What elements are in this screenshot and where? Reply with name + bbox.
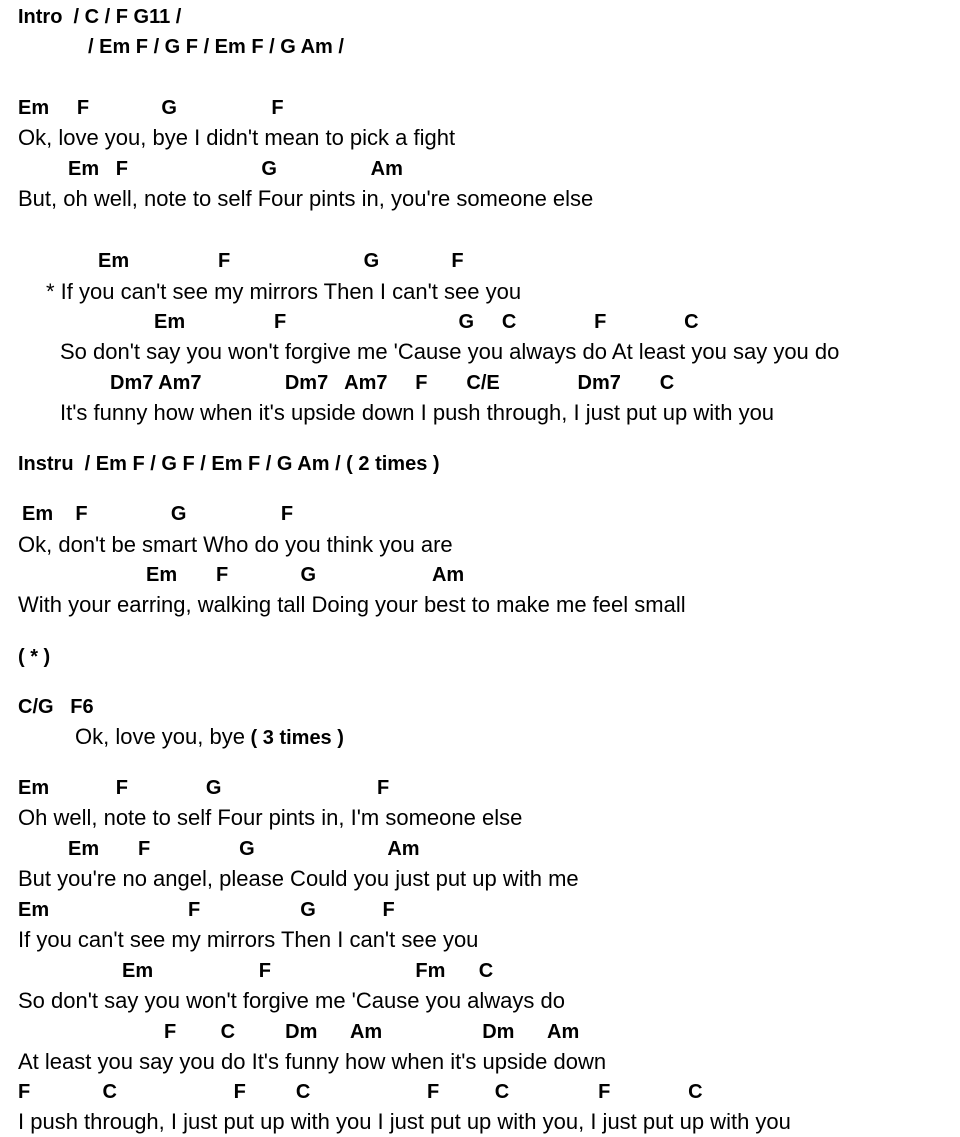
lyric-line: Ok, don't be smart Who do you think you are [18, 532, 453, 557]
chord-line: Em F Fm C [122, 960, 494, 982]
chord-line: Em F G F [18, 899, 395, 921]
chord-line: Em F G F [18, 97, 284, 119]
lyric-line: With your earring, walking tall Doing your best to make me feel small [18, 592, 686, 617]
chord-line: F C Dm Am Dm Am [164, 1021, 580, 1043]
lyric-line: I push through, I just put up with you I just put up with you, I just put up with you [18, 1109, 791, 1134]
chord-line: Em F G C F C [154, 311, 699, 333]
lyric-line [75, 724, 344, 751]
lyric-text: Ok, love you, bye [75, 724, 245, 749]
chord-line: Em F G F [18, 777, 390, 799]
chord-line: Em F G Am [68, 158, 403, 180]
chord-line: Em F G F [22, 503, 294, 525]
chord-line: Em F G F [98, 250, 464, 272]
lyric-line: Ok, love you, bye I didn't mean to pick a fight [18, 125, 456, 150]
chord-line: Dm7 Am7 Dm7 Am7 F C/E Dm7 C [110, 372, 675, 394]
lyric-line: At least you say you do It's funny how when it's upside down [18, 1049, 607, 1074]
chord-line: Em F G Am [146, 564, 465, 586]
lyric-line: But you're no angel, please Could you just put up with me [18, 866, 579, 891]
lyric-line: But, oh well, note to self Four pints in, you're someone else [18, 186, 594, 211]
intro-line: Intro / C / F G11 / [18, 6, 182, 28]
instru-line: Instru / Em F / G F / Em F / G Am / ( 2 times ) [18, 453, 440, 475]
lyric-line: It's funny how when it's upside down I push through, I just put up with you [60, 400, 775, 425]
repeat-chorus-marker: ( * ) [18, 646, 51, 668]
lyric-line: So don't say you won't forgive me 'Cause you always do At least you say you do [60, 339, 840, 364]
repeat-count: ( 3 times ) [244, 727, 344, 749]
chord-line: Em F G Am [68, 838, 420, 860]
chord-line: F C F C F C F C [18, 1081, 703, 1103]
chord-line: C/G F6 [18, 696, 94, 718]
lyric-line: If you can't see my mirrors Then I can't see you [18, 927, 479, 952]
lyric-line: Oh well, note to self Four pints in, I'm someone else [18, 805, 523, 830]
lyric-line: So don't say you won't forgive me 'Cause you always do [18, 988, 566, 1013]
intro-chords-line: / Em F / G F / Em F / G Am / [88, 36, 344, 58]
lyric-line: * If you can't see my mirrors Then I can't see you [46, 279, 522, 304]
